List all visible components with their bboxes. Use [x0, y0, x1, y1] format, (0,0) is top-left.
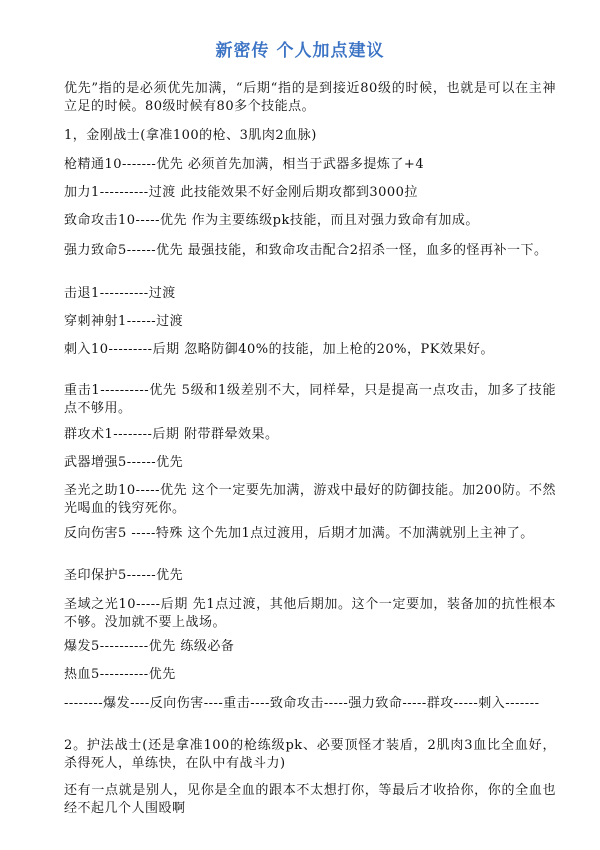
skill-line: 枪精通10-------优先 必须首先加满，相当于武器多提炼了+4 — [64, 157, 425, 172]
section-heading-2: 2。护法战士(还是拿准100的枪练级pk、必要顶怪才装盾，2肌肉3血比全血好，杀得死人，单练快，在队中有战斗力) — [64, 738, 556, 771]
skill-line: 圣印保护5------优先 — [64, 568, 184, 583]
paragraph-intro: 优先”指的是必须优先加满，“后期“指的是到接近80级的时候，也就是可以在主神立足的时候。80级时候有80多个技能点。 — [64, 81, 556, 114]
skill-line: 爆发5----------优先 练级必备 — [64, 639, 235, 654]
skill-line: 重击1----------优先 5级和1级差别不大，同样晕，只是提高一点攻击，加多了技能点不够用。 — [64, 383, 556, 416]
skill-line: 击退1----------过渡 — [64, 286, 176, 301]
skill-line: 群攻术1--------后期 附带群晕效果。 — [64, 427, 279, 442]
skill-line: 强力致命5------优先 最强技能，和致命攻击配合2招杀一怪，血多的怪再补一下。 — [64, 243, 548, 258]
skill-line: 致命攻击10-----优先 作为主要练级pk技能，而且对强力致命有加成。 — [64, 213, 479, 228]
skill-line: 加力1----------过渡 此技能效果不好金刚后期攻都到3000拉 — [64, 185, 418, 200]
skill-line: 刺入10---------后期 忽略防御40%的技能，加上枪的20%，PK效果好。 — [64, 342, 494, 357]
section-heading-1: 1，金刚战士(拿准100的枪、3肌肉2血脉) — [64, 128, 317, 143]
paragraph-note: 还有一点就是别人，见你是全血的跟本不太想打你，等最后才收拾你，你的全血也经不起几个人围殴啊 — [64, 783, 556, 816]
skill-line: 反向伤害5 -----特殊 这个先加1点过渡用，后期才加满。不加满就别上主神了。 — [64, 526, 534, 541]
skill-order-line: --------爆发----反向伤害----重击----致命攻击-----强力致命-----群攻-----刺入------- — [64, 696, 540, 711]
page-title: 新密传 个人加点建议 — [215, 41, 385, 61]
skill-line: 武器增强5------优先 — [64, 455, 184, 470]
skill-line: 热血5----------优先 — [64, 667, 176, 682]
skill-line: 圣域之光10-----后期 先1点过渡，其他后期加。这个一定要加，装备加的抗性根本不够。没加就不要上战场。 — [64, 597, 556, 630]
skill-line: 穿刺神射1------过渡 — [64, 314, 184, 329]
skill-line: 圣光之助10-----优先 这个一定要先加满，游戏中最好的防御技能。加200防。不然光喝血的钱穷死你。 — [64, 483, 556, 516]
